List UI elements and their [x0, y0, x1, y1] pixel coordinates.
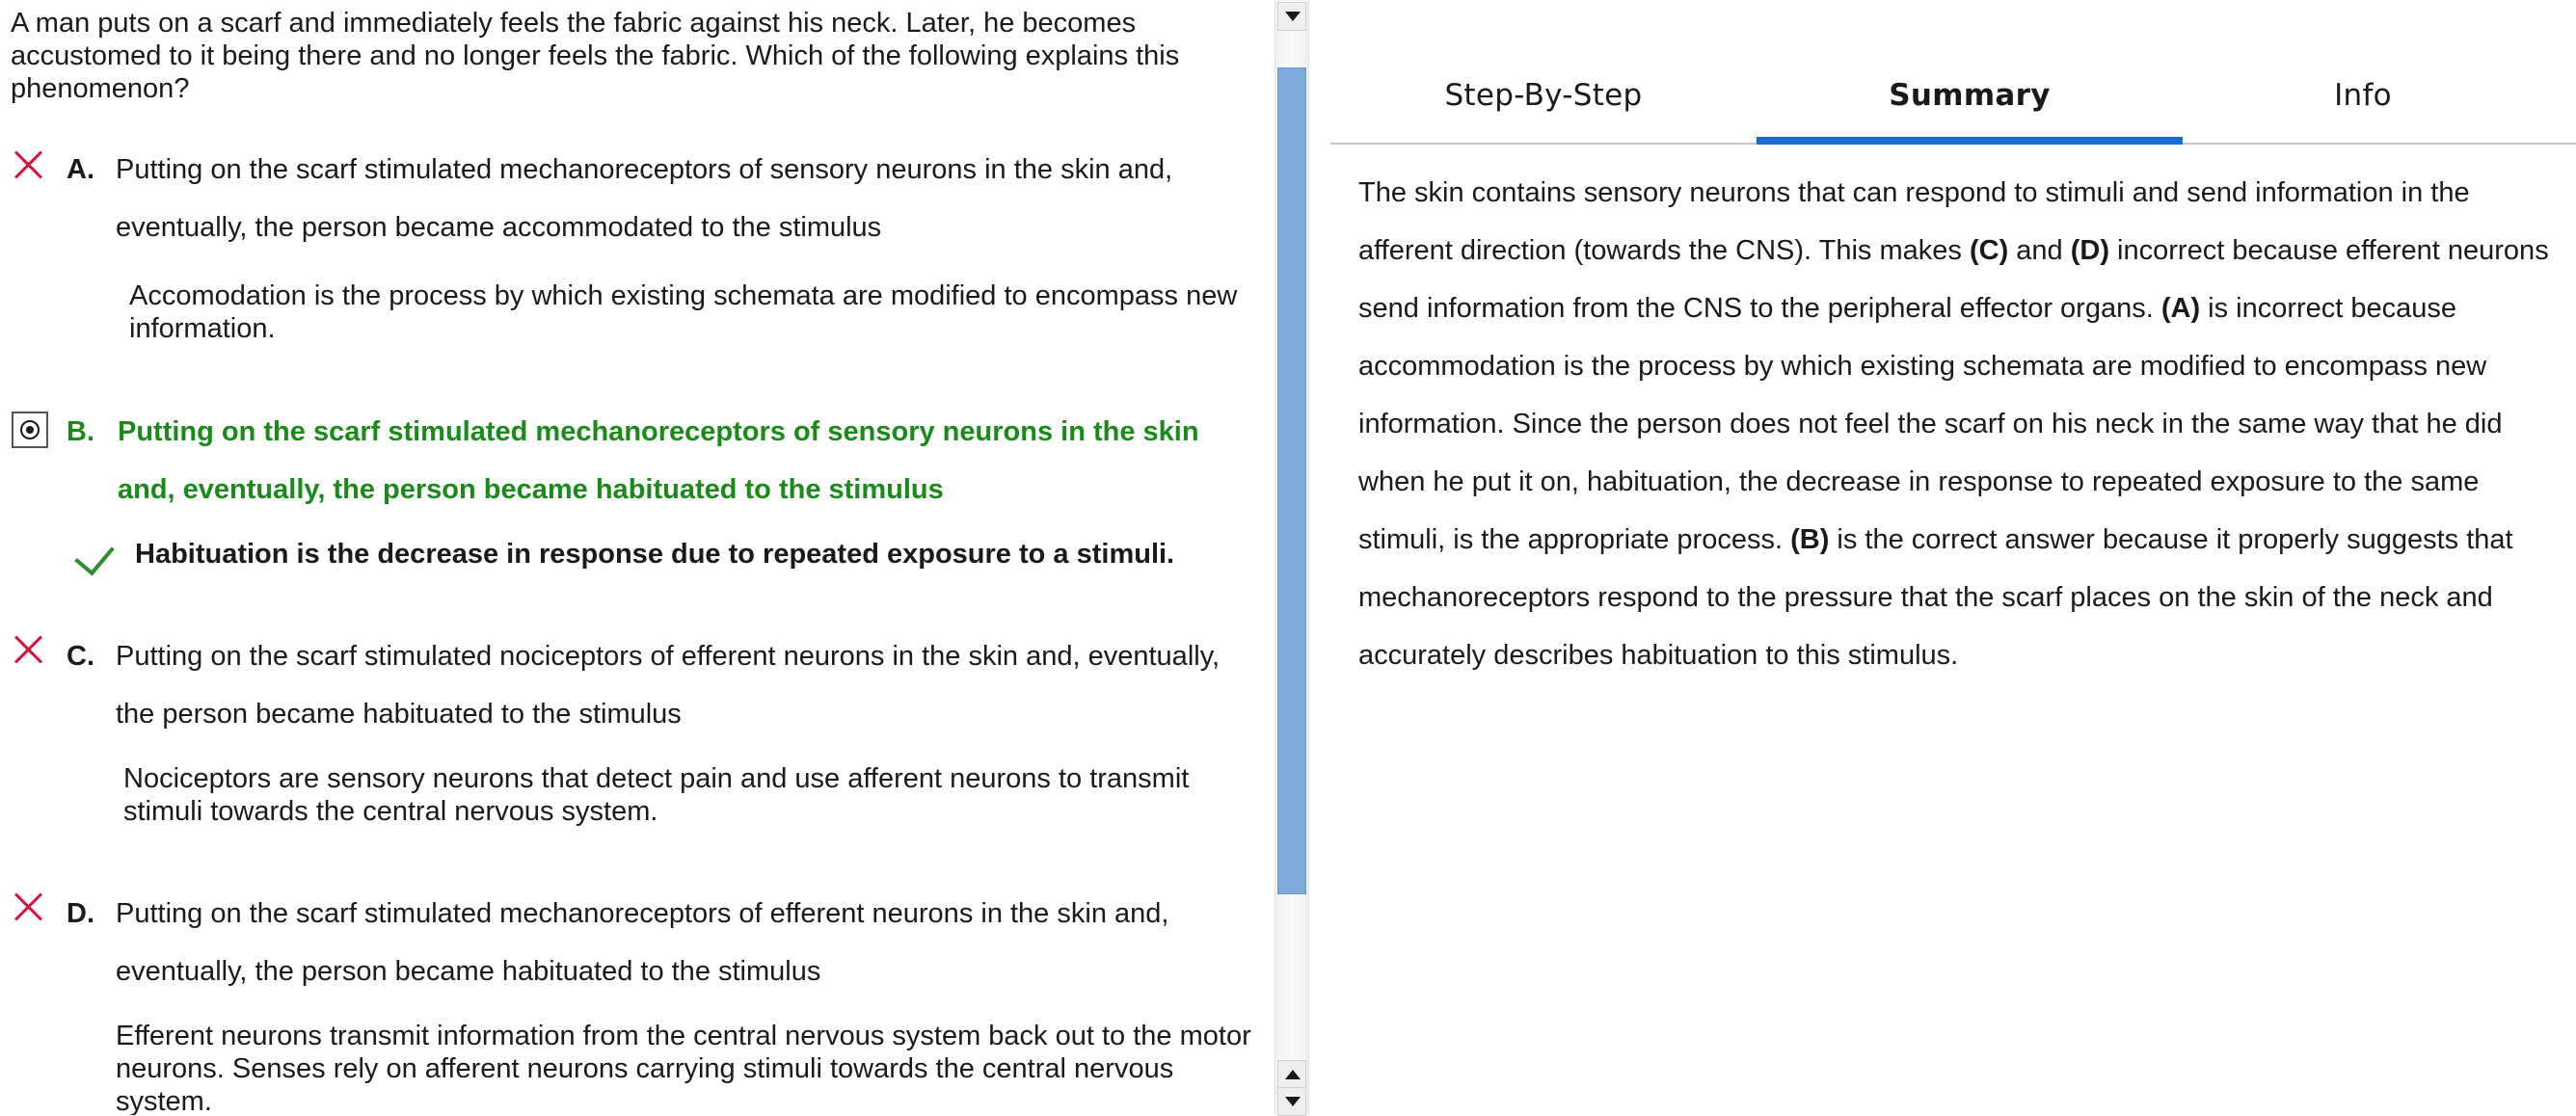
scroll-down-button-bottom[interactable] [1277, 1087, 1306, 1116]
chevron-down-icon [1285, 1097, 1301, 1106]
tab-info[interactable]: Info [2334, 78, 2392, 113]
choice-explanation: Accomodation is the process by which existing schemata are modified to encompass new information. [129, 280, 1238, 344]
tab-bar [1330, 60, 2576, 145]
incorrect-x-icon [13, 890, 44, 921]
radio-selected-icon[interactable] [12, 412, 48, 448]
scroll-down-button[interactable] [1277, 2, 1306, 31]
summary-text [1358, 164, 2563, 684]
active-tab-indicator [1757, 137, 2183, 145]
choice-text: Putting on the scarf stimulated mechanoreceptors of sensory neurons in the skin and, eventually, the person became habituated to the stimulus [118, 416, 1199, 505]
choice-text: Putting on the scarf stimulated mechanoreceptors of efferent neurons in the skin and, eventually, the person became habituated to the stimulus [116, 898, 1169, 987]
tab-step-by-step[interactable]: Step-By-Step [1444, 78, 1643, 113]
summary-ref-c: (C) [1969, 235, 2009, 266]
incorrect-x-icon [13, 633, 44, 664]
choice-letter: A. [67, 154, 94, 185]
summary-part: is incorrect because accommodation is the process by which existing schemata are modified to encompass new information. Since the person does not feel the scarf on his neck in the same way that he did when he put it on, habituation, the decrease in response to repeated exposure to the same stimuli, is the appropriate process. [1358, 293, 2503, 555]
choice-explanation: Nociceptors are sensory neurons that detect pain and use afferent neurons to transmit stimuli towards the central nervous system. [123, 763, 1190, 827]
summary-part: The skin contains sensory neurons that can respond to stimuli and send information in the afferent direction (towards the CNS). This makes [1358, 177, 2470, 266]
scrollbar-thumb[interactable] [1277, 67, 1306, 894]
summary-part: is the correct answer because it properly suggests that mechanoreceptors respond to the pressure that the scarf places on the skin of the neck and accurately describes habituation to this stimulus. [1358, 524, 2513, 671]
choice-letter: D. [67, 898, 94, 929]
question-pane [0, 0, 1275, 1115]
choice-letter: B. [67, 416, 94, 447]
tab-summary[interactable]: Summary [1889, 78, 2051, 113]
choice-explanation: Habituation is the decrease in response due to repeated exposure to a stimuli. [135, 539, 1175, 570]
question-text: A man puts on a scarf and immediately feels the fabric against his neck. Later, he becomes accustomed to it being there and no longer feels the fabric. Which of the following explains this phenomenon? [11, 8, 1180, 104]
explanation-pane [1330, 0, 2576, 1115]
checkmark-icon [74, 534, 115, 575]
choice-a[interactable] [0, 141, 1275, 343]
choice-letter: C. [67, 641, 94, 672]
chevron-up-icon [1285, 1070, 1301, 1079]
choice-c[interactable] [0, 627, 1275, 830]
choice-explanation: Efferent neurons transmit information from the central nervous system back out to the motor neurons. Senses rely on afferent neurons carrying stimuli towards the central nervous system. [116, 1021, 1251, 1115]
choice-text: Putting on the scarf stimulated nociceptors of efferent neurons in the skin and, eventually, the person became habituated to the stimulus [116, 641, 1221, 730]
chevron-down-icon [1285, 12, 1301, 21]
choice-b[interactable] [0, 403, 1275, 596]
choice-text: Putting on the scarf stimulated mechanoreceptors of sensory neurons in the skin and, eventually, the person became accommodated to the stimulus [116, 154, 1173, 243]
summary-part: and [2008, 235, 2071, 266]
vertical-scrollbar[interactable] [1275, 0, 1309, 1115]
scroll-up-button[interactable] [1277, 1060, 1306, 1089]
incorrect-x-icon [13, 148, 44, 179]
summary-ref-d: (D) [2070, 235, 2109, 266]
choice-d[interactable] [0, 885, 1275, 1115]
summary-ref-b: (B) [1790, 524, 1830, 555]
summary-part: incorrect because efferent neurons send information from the CNS to the peripheral effector organs. [1358, 235, 2549, 324]
summary-ref-a: (A) [2160, 293, 2201, 324]
